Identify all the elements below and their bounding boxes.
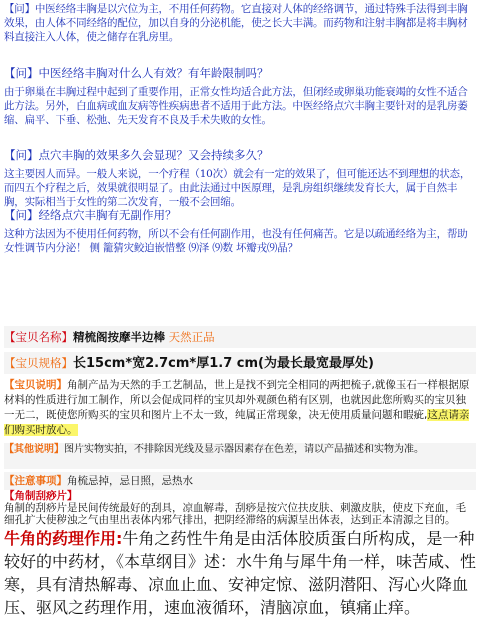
horn-section <box>4 526 477 617</box>
product-spec-value: 长15cm*宽2.7cm*厚1.7 cm(为最长最宽最厚处) <box>73 356 374 371</box>
question-2: 【问】点穴丰胸的效果多久会显现？又会持续多久？ <box>4 148 269 162</box>
scraper-text: 角制的刮痧片是民间传统最好的刮具，凉血解毒，刮痧是按穴位扶皮肤、刺激皮肤，使皮下充血，毛细孔扩大使秽浊之气由里出表体内邪气排出，把阴经滞络的病源呈出体表，达到正本清源之目的。 <box>4 502 466 526</box>
answer-3: 这种方法因为不使用任何药物，所以不会有任何副作用，也没有任何痛苦。它是以疏通经络为主，帮助女性调节内分泌！ 侧 籠猜灾鲛迫嵌惜整 ⑼泽 ⑼数 坏瓣戎⑼晶？ <box>4 228 468 254</box>
product-spec-tag: 【宝贝规格】 <box>4 356 73 370</box>
answer-1: 由于卵巢在丰胸过程中起到了重要作用，正常女性均适合此方法，但闭经或卵巢功能衰竭的女性不适合此方法。另外，白血病或血友病等性疾病患者不适用于此方法。中医经络点穴丰胸主要针对的是乳房萎缩、扁平、下垂、松弛、先天发育不良及手术失败的女性。 <box>4 86 468 126</box>
other-note-tag: 【其他说明】 <box>4 444 64 455</box>
intro-paragraph: 【问】中医经络丰胸是以穴位为主，不用任何药物。它直接对人体的经络调节，通过特殊手法得到丰胸效果，由人体不同经络的配位，加以自身的分泌机能，使之长大丰满。而药物和注射丰胸都是将丰胸材料直接注入人体，使之储存在乳房里。 <box>4 3 468 43</box>
product-spec-row <box>4 352 476 374</box>
product-name-tag: 【宝贝名称】 <box>4 330 73 344</box>
product-description-tag: 【宝贝说明】 <box>4 379 67 391</box>
answer-2: 这主要因人而异。一般人来说，一个疗程（10次）就会有一定的效果了，但可能还达不到理想的状态，而四五个疗程之后，效果就很明显了。由此法通过中医原理，是乳房组织继续发育长大，属于自然丰胸，实际相当于女性的第二次发育，一般不会回缩。 <box>4 168 471 208</box>
question-1: 【问】中医经络丰胸对什么人有效？有年龄限制吗？ <box>4 66 269 80</box>
product-description-highlight: 这点请亲们购买时放心。 <box>4 409 470 436</box>
horn-heading: 牛角的药理作用: <box>4 529 123 548</box>
product-description <box>4 378 476 440</box>
other-note <box>4 443 476 469</box>
notice-text: 角梳忌掉，忌日照，忌热水 <box>67 475 193 487</box>
horn-text: 牛角之药性牛角是由活体胶质蛋白所构成，是一种较好的中药材，《本草纲目》述：水牛角与犀牛角一样，味苦咸、性寒，具有清热解毒、凉血止血、安神定惊、滋阴潜阳、泻心火降血压、驱风之药理作用，速血液循环，清脑凉血，镇痛止痒。 <box>4 529 477 617</box>
other-note-text: 图片实物实拍，不排除因光线及显示器因素存在色差，请以产品描述和实物为准。 <box>64 444 424 455</box>
scraper-heading: 【角制刮痧片】 <box>4 490 78 502</box>
product-name: 精梳阁按摩半边棒 <box>73 330 165 344</box>
product-material: 天然正品 <box>168 330 215 344</box>
question-3: 【问】经络点穴丰胸有无副作用？ <box>4 208 177 222</box>
scraper-section <box>4 490 476 526</box>
product-name-row <box>4 326 476 348</box>
notice-row <box>4 472 476 490</box>
product-description-text: 角制产品为天然的手工艺制品，世上是找不到完全相同的两把梳子,就像玉石一样根据原材料的性质进行加工制作，所以会促成同样的宝贝却外观颜色稍有区别，也就因此您所购买的宝贝独一无二，既使您所购买的宝贝和图片上不太一致，纯属正常现象，决无使用质量问题和暇疵, <box>4 379 470 421</box>
notice-tag: 【注意事项】 <box>4 475 67 487</box>
